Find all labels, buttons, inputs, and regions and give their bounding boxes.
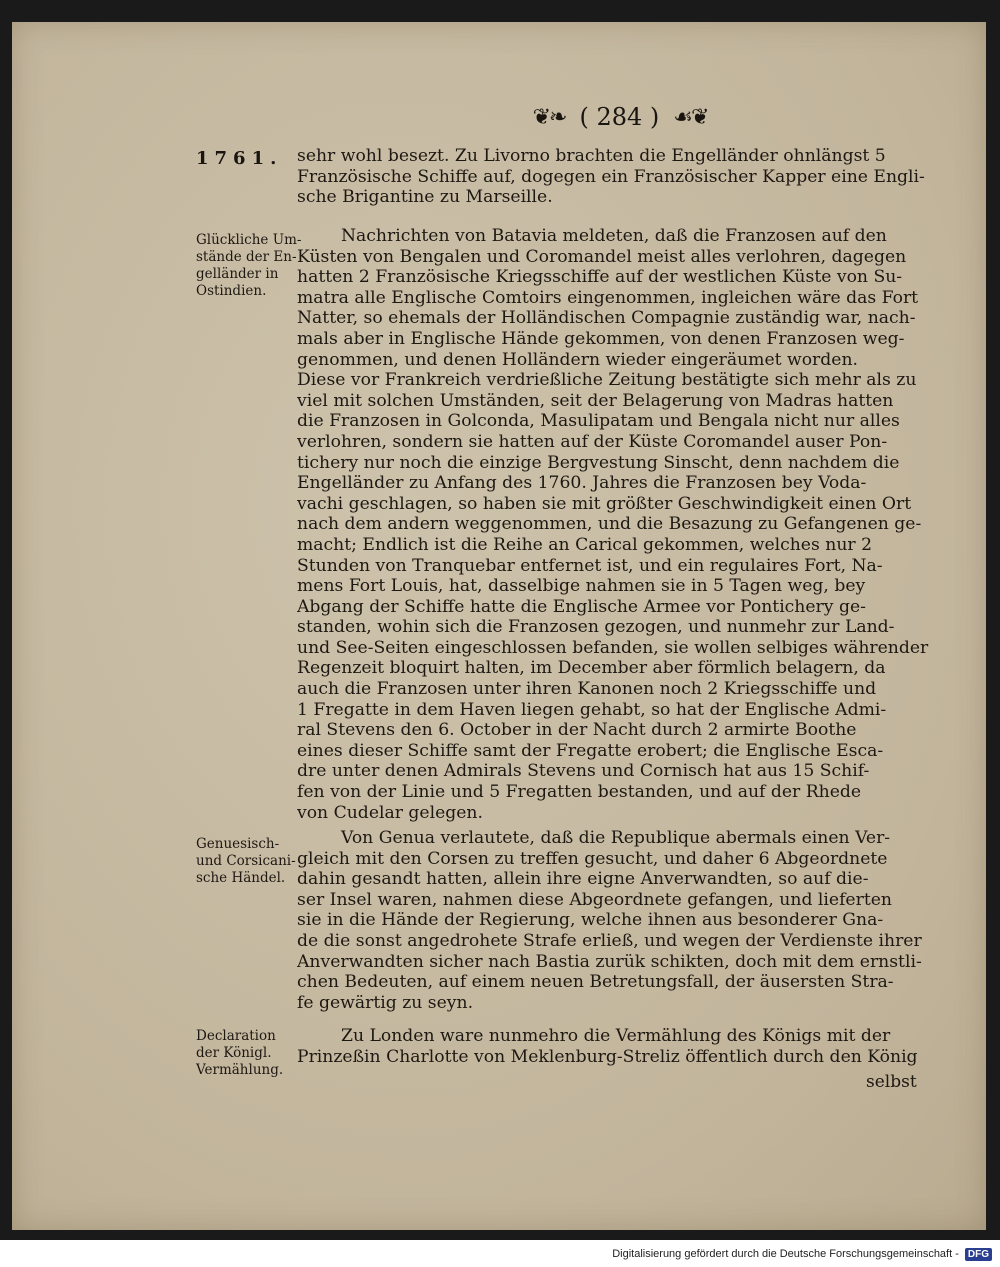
- text-line: macht; Endlich ist die Reihe an Carical gekommen, welches nur 2: [297, 534, 873, 555]
- funding-credit: Digitalisierung gefördert durch die Deutsche Forschungsgemeinschaft -: [612, 1248, 959, 1260]
- ornament-right-icon: ☙❦: [673, 104, 708, 130]
- text-line: sehr wohl besezt. Zu Livorno brachten die Engelländer ohnlängst 5: [297, 146, 886, 166]
- text-line: mens Fort Louis, hat, dasselbige nahmen sie in 5 Tagen weg, bey: [297, 576, 866, 597]
- text-line: Zu Londen ware nunmehro die Vermählung des Königs mit der: [341, 1026, 891, 1046]
- text-line: mals aber in Englische Hände gekommen, von denen Franzosen weg-: [297, 328, 905, 349]
- text-line: verlohren, sondern sie hatten auf der Küste Coromandel auser Pon-: [297, 431, 888, 452]
- text-line: genommen, und denen Holländern wieder eingeräumet worden.: [297, 349, 858, 370]
- text-line: Abgang der Schiffe hatte die Englische Armee vor Pontichery ge-: [297, 596, 866, 617]
- text-line: Diese vor Frankreich verdrießliche Zeitung bestätigte sich mehr als zu: [297, 370, 917, 391]
- text-line: auch die Franzosen unter ihren Kanonen noch 2 Kriegsschiffe und: [297, 679, 877, 700]
- page-number: ( 284 ): [579, 103, 660, 131]
- text-line: fe gewärtig zu seyn.: [297, 992, 474, 1013]
- text-line: dahin gesandt hatten, allein ihre eigne Anverwandten, so auf die-: [297, 869, 869, 890]
- text-line: hatten 2 Französische Kriegsschiffe auf der westlichen Küste von Su-: [297, 267, 903, 288]
- margin-line: Ostindien.: [196, 283, 267, 299]
- text-line: ral Stevens den 6. October in der Nacht durch 2 armirte Boothe: [297, 720, 857, 741]
- margin-line: und Corsicani-: [196, 853, 296, 869]
- text-line: die Franzosen in Golconda, Masulipatam und Bengala nicht nur alles: [297, 411, 900, 432]
- text-line: Engelländer zu Anfang des 1760. Jahres die Franzosen bey Voda-: [297, 473, 867, 494]
- text-line: Regenzeit bloquirt halten, im December aber förmlich belagern, da: [297, 658, 886, 679]
- margin-line: Declaration: [196, 1028, 276, 1044]
- text-line: standen, wohin sich die Franzosen gezogen, und nunmehr zur Land-: [297, 617, 895, 638]
- paragraph-genua: [297, 828, 937, 1013]
- margin-note-declaration: [196, 1028, 306, 1079]
- paragraph-declaration: [297, 1026, 937, 1067]
- margin-note-ostindien: [196, 232, 306, 300]
- ornament-left-icon: ❦❧: [532, 104, 566, 130]
- margin-line: Glückliche Um-: [196, 232, 302, 248]
- margin-note-genua: [196, 836, 306, 887]
- margin-line: der Königl.: [196, 1045, 272, 1061]
- text-line: von Cudelar gelegen.: [297, 802, 483, 823]
- text-line: Natter, so ehemals der Holländischen Compagnie zuständig war, nach-: [297, 308, 916, 329]
- margin-line: Genuesisch-: [196, 836, 280, 852]
- page-header: [480, 100, 760, 134]
- text-line: Anverwandten sicher nach Bastia zurük schikten, doch mit dem ernstli-: [297, 951, 922, 972]
- intro-paragraph: [297, 146, 937, 208]
- text-line: tichery nur noch die einzige Bergvestung Sinscht, denn nachdem die: [297, 452, 900, 473]
- margin-line: Vermählung.: [196, 1062, 284, 1078]
- text-line: Prinzeßin Charlotte von Meklenburg-Streliz öffentlich durch den König: [297, 1046, 918, 1067]
- margin-line: gelländer in: [196, 266, 279, 282]
- text-line: de die sonst angedrohete Strafe erließ, und wegen der Verdienste ihrer: [297, 930, 922, 951]
- text-line: eines dieser Schiffe samt der Fregatte erobert; die Englische Esca-: [297, 740, 884, 761]
- text-line: 1 Fregatte in dem Haven liegen gehabt, so hat der Englische Admi-: [297, 699, 887, 720]
- margin-line: sche Händel.: [196, 870, 286, 886]
- text-line: Nachrichten von Batavia meldeten, daß die Franzosen auf den: [341, 226, 887, 246]
- text-line: chen Bedeuten, auf einem neuen Betretungsfall, der äusersten Stra-: [297, 972, 894, 993]
- text-line: Küsten von Bengalen und Coromandel meist alles verlohren, dagegen: [297, 246, 907, 267]
- text-line: nach dem andern weggenommen, und die Besazung zu Gefangenen ge-: [297, 514, 922, 535]
- text-line: Von Genua verlautete, daß die Republique abermals einen Ver-: [341, 828, 891, 848]
- dfg-logo-icon: DFG: [965, 1248, 992, 1261]
- text-line: matra alle Englische Comtoirs eingenommen, ingleichen wäre das Fort: [297, 287, 919, 308]
- text-line: sie in die Hände der Regierung, welche ihnen aus besonderer Gna-: [297, 910, 884, 931]
- text-line: vachi geschlagen, so haben sie mit größter Geschwindigkeit einen Ort: [297, 493, 912, 514]
- text-line: fen von der Linie und 5 Fregatten bestanden, und auf der Rhede: [297, 782, 862, 803]
- digitization-footer: [0, 1244, 992, 1264]
- text-line: ser Insel waren, nahmen diese Abgeordnete gefangen, und lieferten: [297, 889, 892, 910]
- paragraph-ostindien: [297, 226, 937, 823]
- catchword: selbst: [866, 1072, 917, 1092]
- year-marker: 1761.: [196, 148, 283, 169]
- text-line: gleich mit den Corsen zu treffen gesucht, und daher 6 Abgeordnete: [297, 848, 888, 869]
- margin-line: stände der En-: [196, 249, 297, 265]
- text-line: dre unter denen Admirals Stevens und Cornisch hat aus 15 Schif-: [297, 761, 870, 782]
- text-line: Stunden von Tranquebar entfernet ist, und ein regulaires Fort, Na-: [297, 555, 883, 576]
- text-line: viel mit solchen Umständen, seit der Belagerung von Madras hatten: [297, 390, 894, 411]
- text-line: sche Brigantine zu Marseille.: [297, 187, 553, 208]
- text-line: und See-Seiten eingeschlossen befanden, sie wollen selbiges währender: [297, 637, 929, 658]
- text-line: Französische Schiffe auf, dogegen ein Französischer Kapper eine Engli-: [297, 166, 925, 187]
